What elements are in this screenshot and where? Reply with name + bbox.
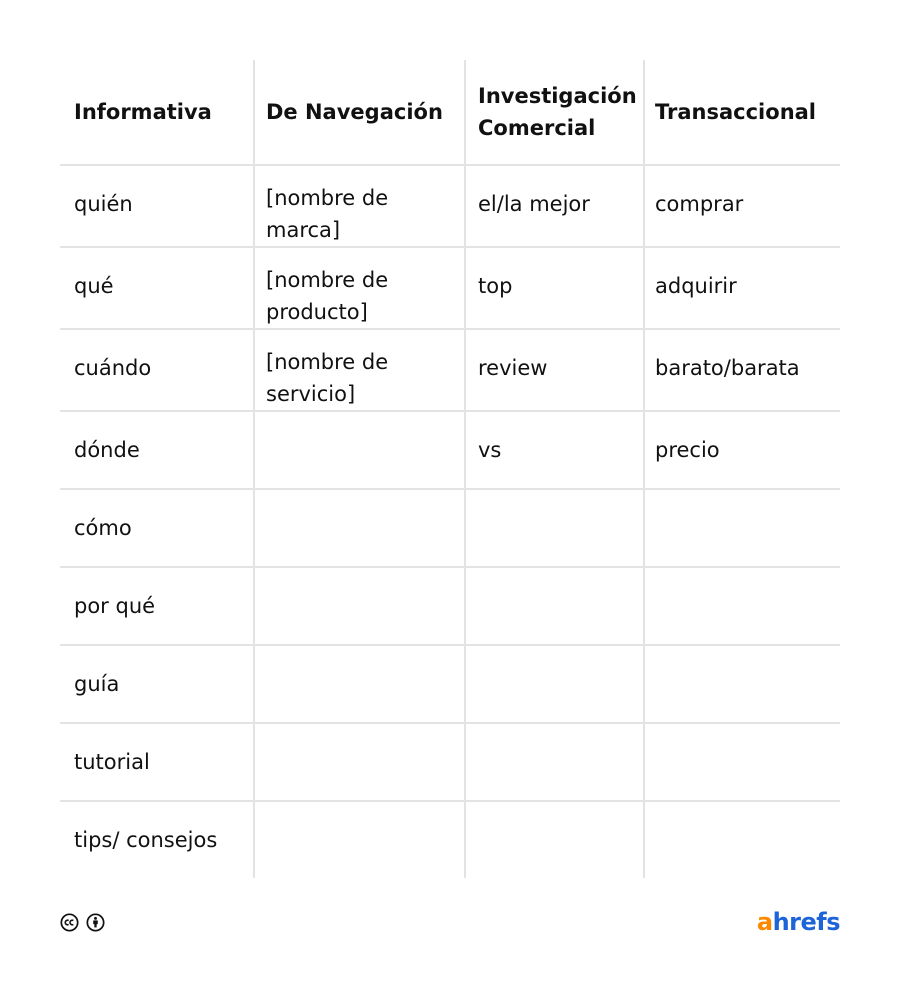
table-cell	[60, 247, 254, 329]
cell-text	[255, 802, 464, 824]
header-label: De Navegación	[266, 100, 443, 124]
cell-text	[466, 568, 643, 590]
table-row	[60, 801, 840, 878]
table-cell	[60, 411, 254, 489]
footer	[60, 908, 840, 939]
table-cell	[644, 329, 840, 411]
cell-text: cuándo	[74, 356, 152, 380]
table-cell	[465, 645, 644, 723]
cell-text: comprar	[655, 192, 744, 216]
table-header-row	[60, 60, 840, 165]
table-cell	[465, 489, 644, 567]
cell-text: top	[478, 274, 513, 298]
table-cell	[60, 723, 254, 801]
header-label: Investigación Comercial	[478, 84, 637, 140]
cell-text	[645, 646, 840, 668]
table-cell	[254, 247, 465, 329]
cell-text	[645, 802, 840, 824]
table-cell	[465, 165, 644, 247]
table-row	[60, 645, 840, 723]
cell-text	[466, 490, 643, 512]
cell-text: el/la mejor	[478, 192, 590, 216]
table-cell	[60, 165, 254, 247]
table-cell	[644, 247, 840, 329]
attribution-icon	[86, 913, 105, 932]
table-cell	[254, 723, 465, 801]
cell-text	[645, 724, 840, 746]
cell-text	[255, 568, 464, 590]
table-cell	[254, 645, 465, 723]
table-cell	[465, 723, 644, 801]
table-cell	[254, 567, 465, 645]
cell-text: dónde	[74, 438, 140, 462]
cell-text: quién	[74, 192, 133, 216]
license-icons	[60, 913, 105, 932]
table-cell	[644, 165, 840, 247]
table-cell	[644, 567, 840, 645]
cell-text	[466, 802, 643, 824]
table-cell	[254, 411, 465, 489]
table-row	[60, 411, 840, 489]
header-investigacion-comercial	[465, 60, 644, 165]
cell-text	[255, 724, 464, 746]
table-row	[60, 247, 840, 329]
header-de-navegacion	[254, 60, 465, 165]
header-transaccional	[644, 60, 840, 165]
brand-prefix: a	[756, 908, 773, 936]
cell-text: tips/ consejos	[74, 828, 218, 852]
cell-text	[255, 412, 464, 434]
table-cell	[60, 489, 254, 567]
header-label: Transaccional	[655, 100, 817, 124]
cell-text: tutorial	[74, 750, 150, 774]
cell-text: guía	[74, 672, 120, 696]
keyword-intent-table	[60, 60, 840, 878]
table-cell	[465, 411, 644, 489]
keyword-intent-table-container	[60, 60, 840, 878]
table-cell	[60, 645, 254, 723]
cell-text: [nombre de servicio]	[266, 350, 389, 406]
cell-text: barato/barata	[655, 356, 800, 380]
cell-text	[255, 490, 464, 512]
table-cell	[254, 489, 465, 567]
cell-text: [nombre de producto]	[266, 268, 389, 324]
table-row	[60, 329, 840, 411]
header-informativa	[60, 60, 254, 165]
brand-rest: hrefs	[772, 908, 840, 936]
cell-text	[255, 646, 464, 668]
ahrefs-logo[interactable]	[757, 907, 840, 937]
table-cell	[60, 567, 254, 645]
table-cell	[254, 165, 465, 247]
table-cell	[465, 801, 644, 878]
cell-text: cómo	[74, 516, 132, 540]
cell-text	[466, 646, 643, 668]
table-cell	[644, 801, 840, 878]
cell-text: por qué	[74, 594, 156, 618]
cell-text: [nombre de marca]	[266, 186, 389, 242]
table-cell	[644, 411, 840, 489]
table-cell	[60, 329, 254, 411]
cell-text	[645, 490, 840, 512]
table-row	[60, 567, 840, 645]
table-row	[60, 165, 840, 247]
table-cell	[254, 801, 465, 878]
cell-text: qué	[74, 274, 114, 298]
table-cell	[644, 645, 840, 723]
table-cell	[465, 329, 644, 411]
cell-text	[466, 724, 643, 746]
cell-text: review	[478, 356, 548, 380]
table-cell	[254, 329, 465, 411]
table-cell	[644, 489, 840, 567]
creative-commons-icon	[60, 913, 79, 932]
table-cell	[465, 247, 644, 329]
header-label: Informativa	[74, 100, 212, 124]
table-cell	[465, 567, 644, 645]
cell-text: precio	[655, 438, 720, 462]
cell-text: vs	[478, 438, 502, 462]
cell-text	[645, 568, 840, 590]
table-cell	[60, 801, 254, 878]
table-row	[60, 489, 840, 567]
table-cell	[644, 723, 840, 801]
table-row	[60, 723, 840, 801]
cell-text: adquirir	[655, 274, 737, 298]
